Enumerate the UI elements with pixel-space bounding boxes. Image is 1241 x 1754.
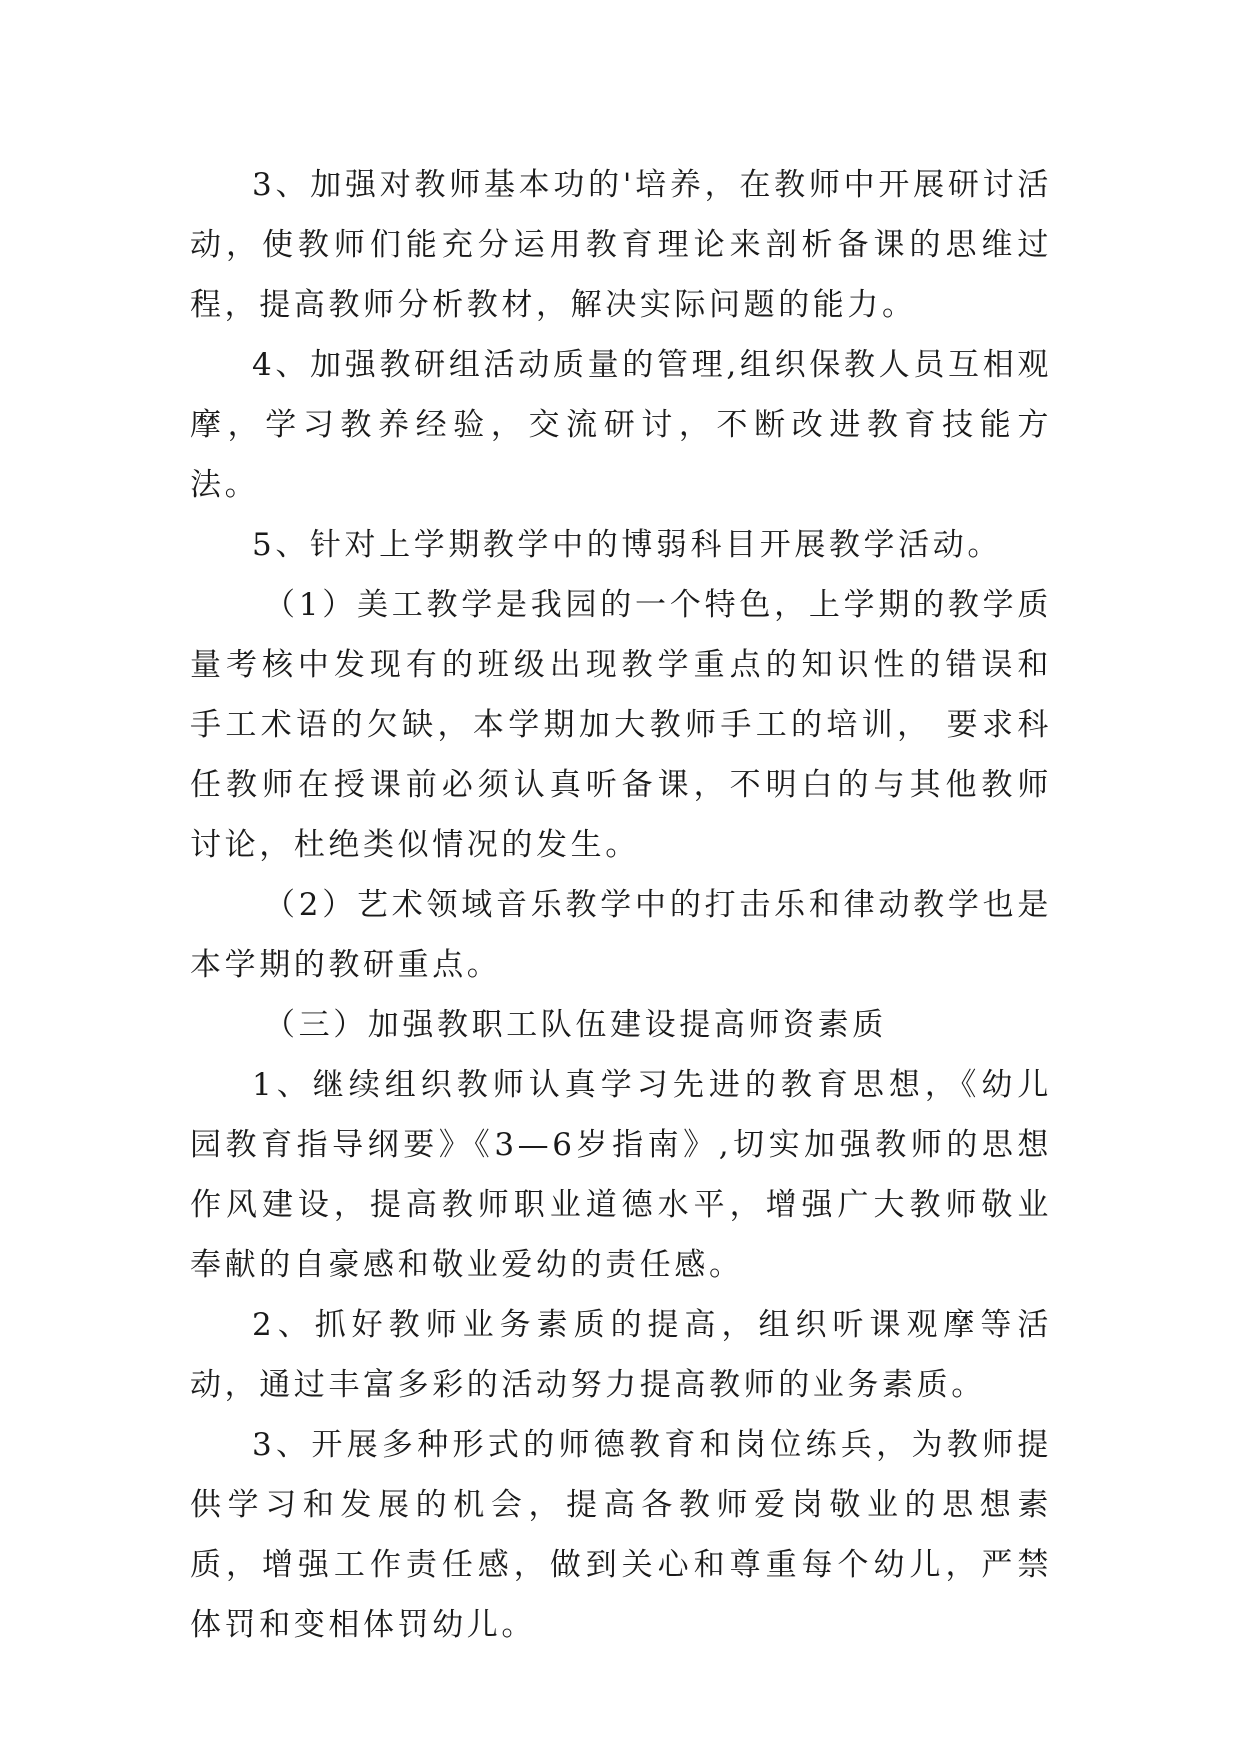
paragraph-item-3-ethics-education: 3、开展多种形式的师德教育和岗位练兵，为教师提供学习和发展的机会，提高各教师爱岗敬业的思想素质，增强工作责任感，做到关心和尊重每个幼儿，严禁体罚和变相体罚幼儿。 — [190, 1427, 1052, 1643]
document-page — [190, 155, 1052, 1655]
paragraph-sub-1-art-teaching: （1）美工教学是我园的一个特色，上学期的教学质量考核中发现有的班级出现教学重点的知识性的错误和手工术语的欠缺，本学期加大教师手工的培训， 要求科任教师在授课前必须认真听备课，不明白的与其他教师讨论，杜绝类似情况的发生。 — [190, 587, 1052, 863]
paragraph-item-1-study-ideas: 1、继续组织教师认真学习先进的教育思想，《幼儿园教育指导纲要》《3—6岁指南》,切实加强教师的思想作风建设，提高教师职业道德水平，增强广大教师敬业奉献的自豪感和敬业爱幼的责任感。 — [190, 1067, 1052, 1283]
paragraph-item-4-research-group: 4、加强教研组活动质量的管理,组织保教人员互相观摩，学习教养经验，交流研讨，不断改进教育技能方法。 — [190, 347, 1052, 503]
paragraph-item-3-basic-skills: 3、加强对教师基本功的'培养，在教师中开展研讨活动，使教师们能充分运用教育理论来剖析备课的思维过程，提高教师分析教材，解决实际问题的能力。 — [190, 167, 1052, 323]
paragraph-sub-2-music-teaching: （2）艺术领域音乐教学中的打击乐和律动教学也是本学期的教研重点。 — [190, 887, 1052, 983]
paragraph-item-2-business-quality: 2、抓好教师业务素质的提高，组织听课观摩等活动，通过丰富多彩的活动努力提高教师的业务素质。 — [190, 1307, 1052, 1403]
paragraph-item-5-weak-subjects: 5、针对上学期教学中的博弱科目开展教学活动。 — [252, 527, 1002, 563]
section-heading-3: （三）加强教职工队伍建设提高师资素质 — [264, 1007, 887, 1043]
